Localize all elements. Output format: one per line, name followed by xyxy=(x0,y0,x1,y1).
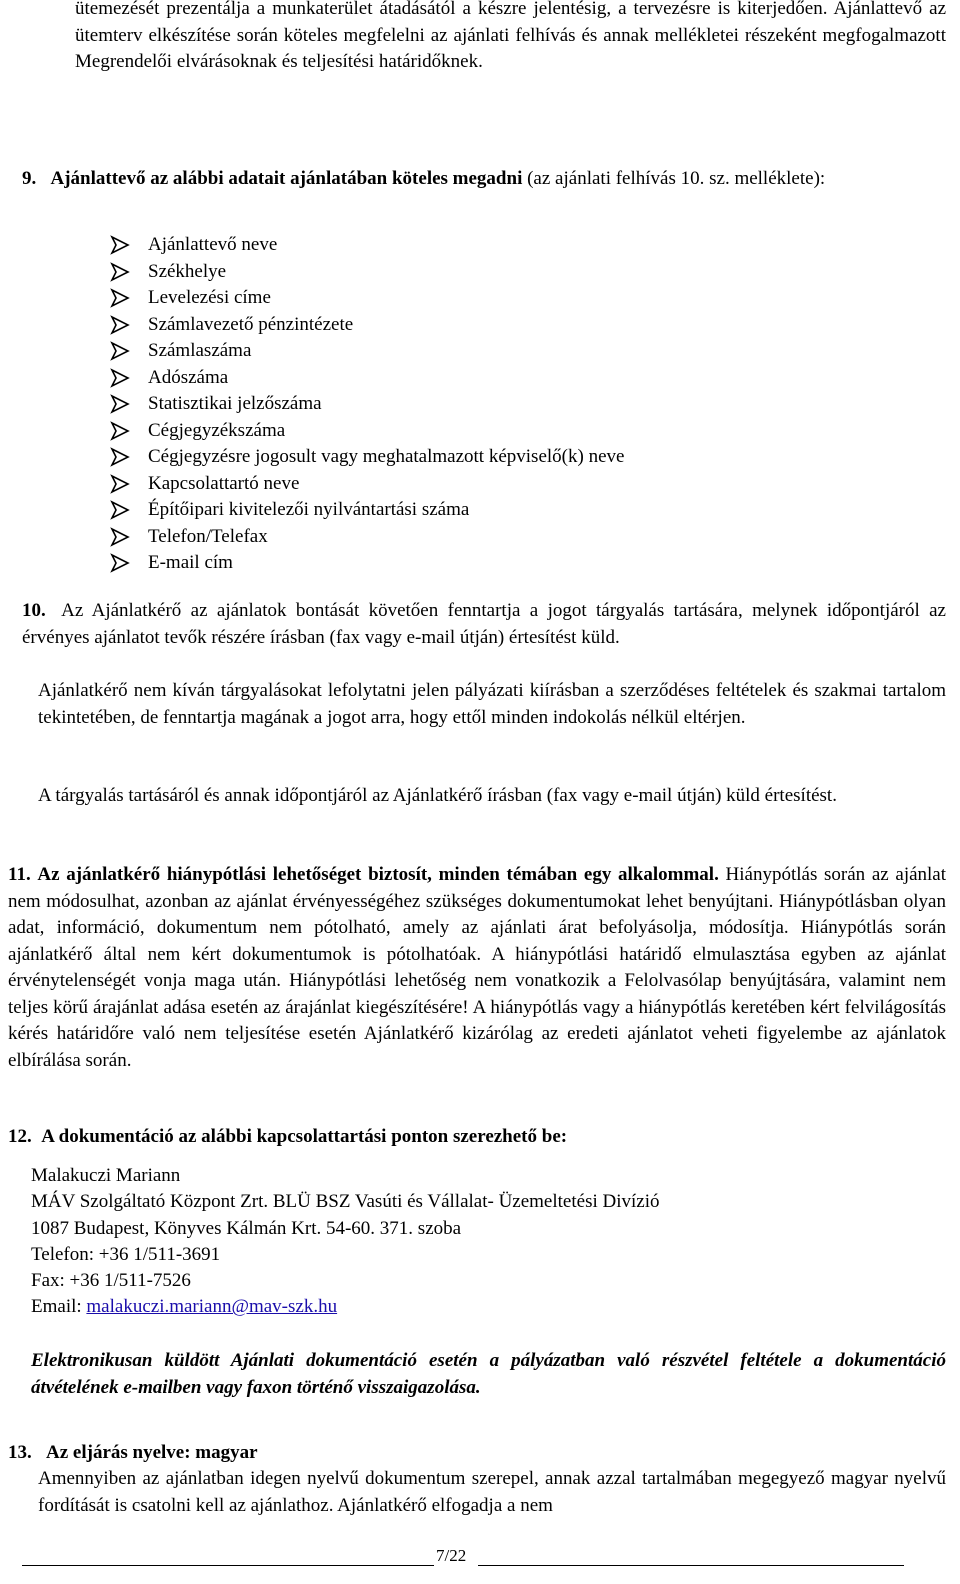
section-12-bold: A dokumentáció az alábbi kapcsolattartási ponton szerezhető be: xyxy=(41,1126,568,1147)
section-11-number: 11. xyxy=(8,864,31,885)
section-10-paragraph-2: Ajánlatkérő nem kíván tárgyalásokat lefolytatni jelen pályázati kiírásban a szerződéses feltételek és szakmai tartalom tekintetében, de fenntartja magának a jogot arra, hogy ettől minden indokolás nélkül eltérjen. xyxy=(38,680,946,728)
arrowhead-bullet-icon xyxy=(110,262,130,282)
list-item-label: Statisztikai jelzőszáma xyxy=(148,393,322,414)
contact-block xyxy=(31,1163,659,1321)
section-11-bold: Az ajánlatkérő hiánypótlási lehetőséget biztosít, minden témában egy alkalommal. xyxy=(37,864,719,885)
arrowhead-bullet-icon xyxy=(110,421,130,441)
list-item xyxy=(110,259,624,286)
arrowhead-bullet-icon xyxy=(110,527,130,547)
arrowhead-bullet-icon xyxy=(110,368,130,388)
list-item xyxy=(110,444,624,471)
section-12-number: 12. xyxy=(8,1126,32,1147)
section-13-heading xyxy=(8,1440,946,1467)
list-item xyxy=(110,285,624,312)
list-item-label: Levelezési címe xyxy=(148,287,271,308)
arrowhead-bullet-icon xyxy=(110,288,130,308)
section-9-bold: Ajánlattevő az alábbi adatait ajánlatában köteles megadni xyxy=(50,168,523,189)
section-9-list xyxy=(110,232,624,577)
arrowhead-bullet-icon xyxy=(110,553,130,573)
list-item xyxy=(110,365,624,392)
section-13-number: 13. xyxy=(8,1442,32,1463)
contact-email-label: Email: xyxy=(31,1296,87,1318)
arrowhead-bullet-icon xyxy=(110,315,130,335)
list-item xyxy=(110,312,624,339)
section-11-text: Hiánypótlás során az ajánlat nem módosulhat, azonban az ajánlat érvényességéhez szükséges dokumentumokat lehet benyújtani. Hiánypótlásban olyan adat, információ, dokumentum nem pótolható, amely az ajánlati árat befolyásolja, módosítja. Hiánypótlás során ajánlatkérő által nem kért dokumentumok is pótolhatóak. A hiánypótlási határidő elmulasztása egyben az ajánlat érvénytelenségét vonja maga után. Hiánypótlási lehetőség nem vonatkozik a Felolvasólap benyújtására, valamint nem teljes körű árajánlat adása esetén az árajánlat kiegészítésére! A hiánypótlás vagy a hiánypótlás keretében kért felvilágosítás kérés határidőre való nem teljesítése esetén Ajánlatkérő kizárólag az eredeti ajánlatot veheti figyelembe az ajánlatok elbírálása során. xyxy=(8,864,947,1071)
section-12-note: Elektronikusan küldött Ajánlati dokumentáció esetén a pályázatban való részvétel feltétele a dokumentáció átvételének e-mailben vagy faxon történő visszaigazolása. xyxy=(31,1350,946,1398)
list-item-label: Telefon/Telefax xyxy=(148,525,268,547)
contact-phone: Telefon: +36 1/511-3691 xyxy=(31,1243,221,1265)
list-item-label: Székhelye xyxy=(148,260,227,282)
list-item-label: Építőipari kivitelezői nyilvántartási száma xyxy=(148,499,470,520)
section-10-number: 10. xyxy=(22,600,46,621)
list-item-label: E-mail cím xyxy=(148,552,233,573)
list-item-label: Kapcsolattartó neve xyxy=(148,472,300,494)
section-9-rest: (az ajánlati felhívás 10. sz. melléklete): xyxy=(522,168,826,189)
list-item xyxy=(110,550,624,577)
list-item-label: Cégjegyzésre jogosult vagy meghatalmazott képviselő(k) neve xyxy=(148,446,625,467)
section-10-paragraph-3: A tárgyalás tartásáról és annak időpontjáról az Ajánlatkérő írásban (fax vagy e-mail útján) küld értesítést. xyxy=(38,785,837,806)
list-item xyxy=(110,232,624,259)
footer-rule-left xyxy=(22,1565,434,1566)
section-13-bold: Az eljárás nyelve: magyar xyxy=(46,1442,258,1463)
contact-fax: Fax: +36 1/511-7526 xyxy=(31,1270,191,1292)
list-item xyxy=(110,497,624,524)
arrowhead-bullet-icon xyxy=(110,341,130,361)
contact-email-row xyxy=(31,1294,659,1320)
list-item xyxy=(110,524,624,551)
list-item-label: Cégjegyzékszáma xyxy=(148,419,286,441)
arrowhead-bullet-icon xyxy=(110,394,130,414)
section-10-text-1: Az Ajánlatkérő az ajánlatok bontását követően fenntartja a jogot tárgyalás tartására, melynek időpontjáról az érvényes ajánlatot tevők részére írásban (fax vagy e-mail útján) értesítést küld. xyxy=(22,600,946,648)
list-item-label: Adószáma xyxy=(148,366,229,388)
contact-organization: MÁV Szolgáltató Központ Zrt. BLÜ BSZ Vasúti és Vállalat- Üzemeltetési Divízió xyxy=(31,1191,660,1213)
list-item-label: Számlavezető pénzintézete xyxy=(148,313,354,335)
section-12-heading xyxy=(8,1124,946,1151)
list-item-label: Számlaszáma xyxy=(148,340,252,361)
contact-address: 1087 Budapest, Könyves Kálmán Krt. 54-60. 371. szoba xyxy=(31,1217,462,1239)
section-10-paragraph-1 xyxy=(22,598,946,651)
section-11-paragraph xyxy=(8,862,946,1074)
list-item xyxy=(110,471,624,498)
list-item xyxy=(110,338,624,365)
section-9-number: 9. xyxy=(22,168,37,189)
list-item xyxy=(110,418,624,445)
section-13-paragraph: Amennyiben az ajánlatban idegen nyelvű dokumentum szerepel, annak azzal tartalmában megegyező magyar nyelvű fordítását is csatolni kell az ajánlathoz. Ajánlatkérő elfogadja a nem xyxy=(38,1468,946,1516)
arrowhead-bullet-icon xyxy=(110,474,130,494)
arrowhead-bullet-icon xyxy=(110,500,130,520)
arrowhead-bullet-icon xyxy=(110,235,130,255)
contact-email-link[interactable]: malakuczi.mariann@mav-szk.hu xyxy=(86,1296,338,1318)
list-item xyxy=(110,391,624,418)
intro-paragraph: ütemezését prezentálja a munkaterület átadásától a készre jelentésig, a tervezésre is kiterjedően. Ajánlattevő az ütemterv elkészítése során köteles megfelelni az ajánlati felhívás és annak mellékletei részeként megfogalmazott Megrendelői elvárásoknak és teljesítési határidőknek. xyxy=(75,0,946,72)
section-9-heading xyxy=(22,166,946,193)
footer-rule-right xyxy=(478,1565,904,1566)
contact-name: Malakuczi Mariann xyxy=(31,1165,181,1186)
page-number: 7/22 xyxy=(436,1546,467,1565)
arrowhead-bullet-icon xyxy=(110,447,130,467)
list-item-label: Ajánlattevő neve xyxy=(148,234,278,255)
